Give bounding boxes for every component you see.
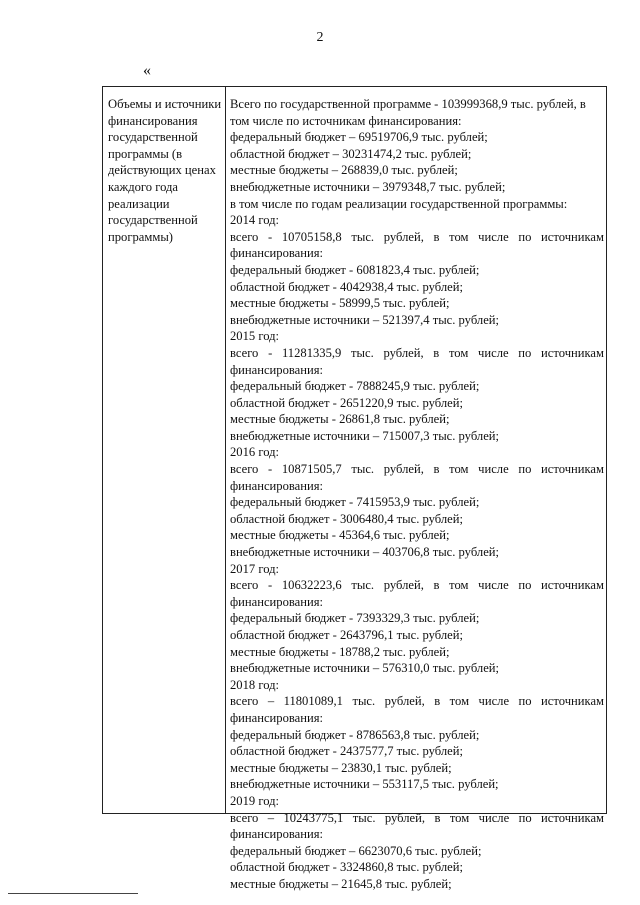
content-line: федеральный бюджет - 7415953,9 тыс. рублей;	[230, 495, 480, 510]
content-line: федеральный бюджет – 6623070,6 тыс. рублей;	[230, 843, 482, 858]
content-line: внебюджетные источники – 553117,5 тыс. рублей;	[230, 777, 499, 792]
content-line: областной бюджет – 30231474,2 тыс. рублей;	[230, 146, 472, 161]
financing-table	[102, 86, 607, 891]
content-line: всего – 11801089,1 тыс. рублей, в том числе по источникам	[230, 694, 604, 709]
content-line: местные бюджеты – 21645,8 тыс. рублей;	[230, 876, 452, 891]
content-line: федеральный бюджет - 7393329,3 тыс. рублей;	[230, 611, 480, 626]
label-line: финансирования	[108, 113, 198, 128]
content-line: областной бюджет - 2651220,9 тыс. рублей;	[230, 395, 463, 410]
content-line: Всего по государственной программе - 103999368,9 тыс. рублей, в	[230, 97, 586, 111]
content-line: внебюджетные источники – 715007,3 тыс. рублей;	[230, 428, 500, 443]
footer-divider	[8, 893, 138, 894]
label-line: каждого года	[108, 179, 179, 194]
content-line: внебюджетные источники – 403706,8 тыс. рублей;	[230, 545, 500, 560]
label-line: реализации	[108, 196, 170, 211]
table-label-cell	[103, 87, 226, 813]
content-line: всего - 10871505,7 тыс. рублей, в том числе по источникам	[230, 462, 604, 477]
content-line: финансирования:	[230, 478, 324, 493]
content-line: местные бюджеты – 23830,1 тыс. рублей;	[230, 760, 452, 775]
content-line: местные бюджеты - 18788,2 тыс. рублей;	[230, 644, 450, 659]
content-line: областной бюджет - 2643796,1 тыс. рублей;	[230, 628, 463, 642]
content-line: местные бюджеты - 26861,8 тыс. рублей;	[230, 412, 450, 427]
content-line: всего – 10243775,1 тыс. рублей, в том числе по источникам	[230, 810, 604, 825]
table-content-cell	[226, 87, 606, 891]
content-line: внебюджетные источники – 3979348,7 тыс. рублей;	[230, 179, 506, 194]
label-line: государственной	[108, 130, 198, 145]
content-line: финансирования:	[230, 246, 324, 261]
content-line: 2017 год:	[230, 561, 280, 576]
content-line: федеральный бюджет – 69519706,9 тыс. рублей;	[230, 130, 488, 145]
content-line: 2018 год:	[230, 677, 280, 692]
content-line: финансирования:	[230, 594, 324, 609]
content-line: федеральный бюджет - 6081823,4 тыс. рублей;	[230, 262, 480, 277]
content-line: 2019 год:	[230, 793, 280, 808]
content-line: областной бюджет - 3324860,8 тыс. рублей;	[230, 860, 463, 875]
content-line: местные бюджеты - 45364,6 тыс. рублей;	[230, 528, 450, 543]
content-line: федеральный бюджет - 7888245,9 тыс. рублей;	[230, 379, 480, 394]
content-line: финансирования:	[230, 827, 324, 842]
content-line: федеральный бюджет - 8786563,8 тыс. рублей;	[230, 727, 480, 742]
content-line: 2014 год:	[230, 213, 280, 228]
content-line: 2016 год:	[230, 445, 280, 460]
content-line: финансирования:	[230, 362, 324, 377]
page-number: 2	[316, 30, 324, 45]
label-line: действующих ценах	[108, 163, 216, 178]
content-line: всего - 10705158,8 тыс. рублей, в том числе по источникам	[230, 229, 604, 244]
opening-quote-mark: «	[143, 62, 151, 79]
content-line: всего - 11281335,9 тыс. рублей, в том числе по источникам	[230, 345, 604, 360]
content-line: областной бюджет - 3006480,4 тыс. рублей;	[230, 511, 463, 526]
content-line: в том числе по годам реализации государственной программы:	[230, 196, 568, 211]
content-line: областной бюджет - 2437577,7 тыс. рублей;	[230, 744, 463, 759]
content-line: 2015 год:	[230, 329, 280, 344]
label-line: программы (в	[108, 146, 183, 161]
content-line: финансирования:	[230, 710, 324, 725]
content-line: внебюджетные источники – 576310,0 тыс. рублей;	[230, 661, 500, 676]
content-line: том числе по источникам финансирования:	[230, 113, 462, 128]
content-line: местные бюджеты - 58999,5 тыс. рублей;	[230, 296, 450, 311]
label-line: Объемы и источники	[108, 97, 222, 111]
content-line: местные бюджеты – 268839,0 тыс. рублей;	[230, 163, 458, 178]
content-line: всего - 10632223,6 тыс. рублей, в том числе по источникам	[230, 578, 604, 593]
content-line: областной бюджет - 4042938,4 тыс. рублей;	[230, 279, 463, 294]
label-line: государственной	[108, 213, 198, 228]
content-line: внебюджетные источники – 521397,4 тыс. рублей;	[230, 312, 500, 327]
label-line: программы)	[108, 229, 173, 244]
